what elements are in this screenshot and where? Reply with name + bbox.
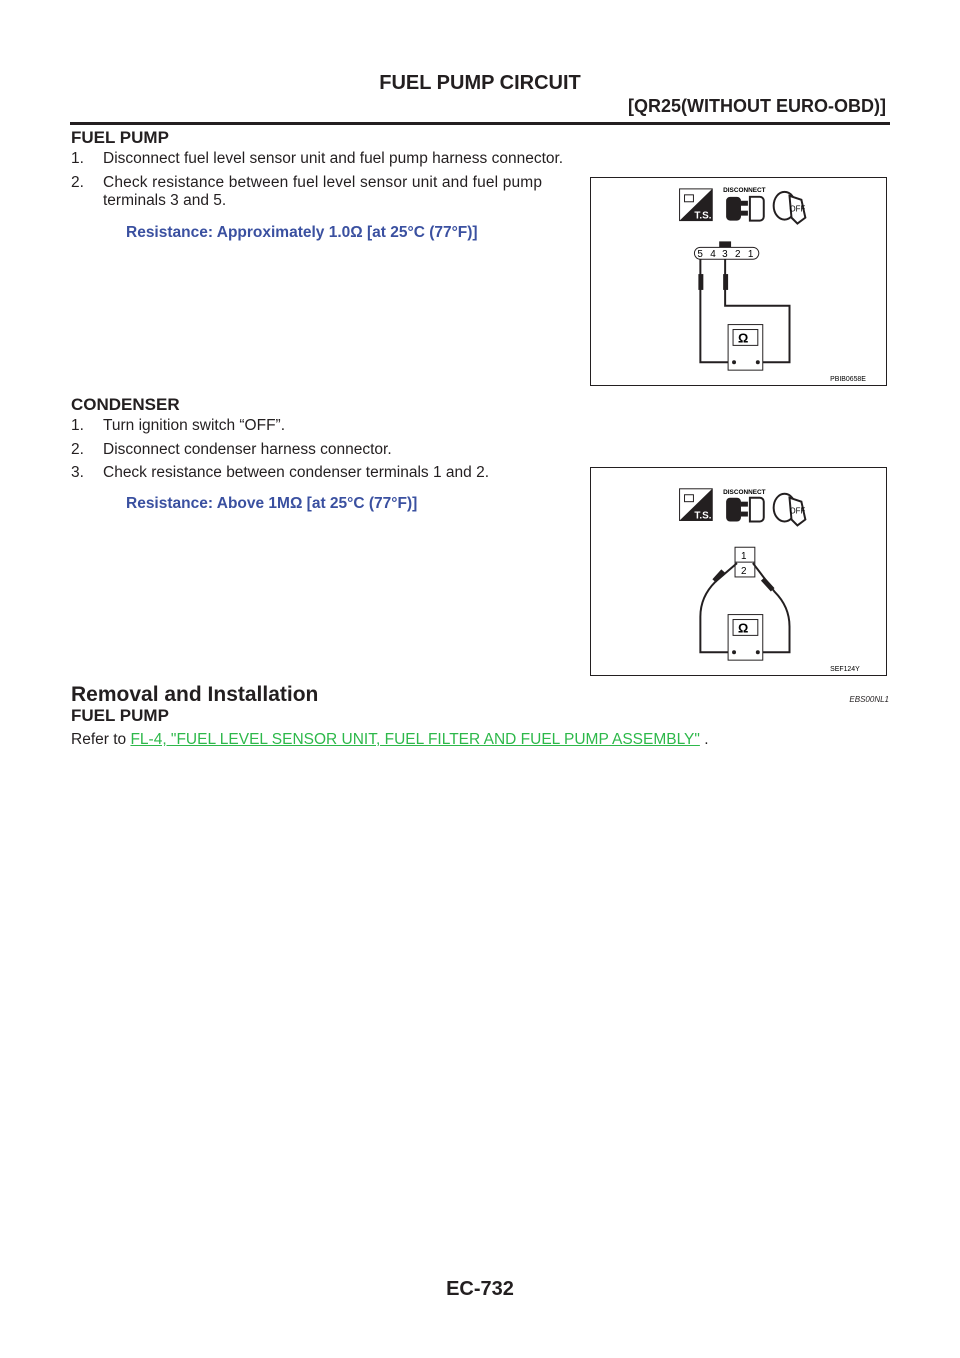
ts-icon <box>680 189 713 222</box>
ohmmeter <box>728 325 763 371</box>
resistance-spec: Resistance: Approximately 1.0Ω [at 25°C (77°F)] <box>126 224 478 241</box>
step-text: Turn ignition switch “OFF”. <box>103 417 286 434</box>
ignition-off-icon <box>774 192 806 224</box>
svg-text:Ω: Ω <box>738 620 749 636</box>
step-num: 2. <box>71 441 84 458</box>
step-text: Check resistance between fuel level sensor unit and fuel pump <box>103 174 543 191</box>
svg-text:1: 1 <box>740 551 747 563</box>
section-code: EBS00NL1 <box>849 695 889 704</box>
svg-text:T.S.: T.S. <box>694 210 712 222</box>
step <box>71 441 392 459</box>
svg-text:OFF: OFF <box>789 506 806 516</box>
figure-condenser <box>590 467 887 676</box>
terminal-connector <box>694 247 758 260</box>
ignition-off-icon <box>774 494 806 526</box>
page-title: FUEL PUMP CIRCUIT <box>379 72 581 94</box>
figure-code: SEF124Y <box>830 666 860 674</box>
step-num: 1. <box>71 417 84 434</box>
terminal-connector <box>735 547 755 577</box>
fuel-pump-heading: FUEL PUMP <box>71 128 169 147</box>
svg-text:OFF: OFF <box>789 204 806 214</box>
svg-text:2: 2 <box>735 249 741 261</box>
ohmmeter <box>728 615 763 661</box>
svg-text:3: 3 <box>722 249 728 261</box>
svg-text:2: 2 <box>740 565 747 577</box>
resistance-spec: Resistance: Above 1MΩ [at 25°C (77°F)] <box>126 495 418 512</box>
connector-icon <box>726 197 764 221</box>
step <box>71 174 542 192</box>
connector-icon <box>726 498 764 522</box>
page-number: EC-732 <box>446 1278 514 1300</box>
svg-text:Ω: Ω <box>738 330 749 346</box>
svg-text:1: 1 <box>747 249 754 261</box>
refer-prefix: Refer to <box>71 731 127 748</box>
page-subtitle: [QR25(WITHOUT EURO-OBD)] <box>628 96 886 116</box>
disconnect-label: DISCONNECT <box>723 488 766 496</box>
step-num: 3. <box>71 464 84 481</box>
condenser-diagram <box>591 468 886 675</box>
step <box>71 150 563 168</box>
fl-4-link[interactable]: FL-4, "FUEL LEVEL SENSOR UNIT, FUEL FILTER AND FUEL PUMP ASSEMBLY" <box>130 731 700 748</box>
refer-text <box>71 731 709 749</box>
step <box>71 417 285 435</box>
step-num: 1. <box>71 150 84 167</box>
removal-heading: Removal and Installation <box>71 683 319 706</box>
step <box>71 464 489 482</box>
header-rule <box>70 122 890 125</box>
figure-fuel-pump <box>590 177 887 386</box>
removal-subheading: FUEL PUMP <box>71 706 169 725</box>
step-num: 2. <box>71 174 84 191</box>
fuel-pump-diagram <box>591 178 886 385</box>
step-text: Disconnect fuel level sensor unit and fuel pump harness connector. <box>103 150 564 167</box>
svg-text:T.S.: T.S. <box>694 510 712 522</box>
step-text-cont: terminals 3 and 5. <box>103 192 227 209</box>
svg-text:5: 5 <box>697 249 703 261</box>
step-text: Check resistance between condenser terminals 1 and 2. <box>103 464 489 481</box>
refer-suffix: . <box>704 731 709 748</box>
ts-icon <box>680 489 713 522</box>
connector-latch <box>719 241 731 247</box>
svg-text:4: 4 <box>710 249 716 261</box>
disconnect-label: DISCONNECT <box>723 186 766 194</box>
condenser-heading: CONDENSER <box>71 395 180 414</box>
step-text: Disconnect condenser harness connector. <box>103 441 392 458</box>
figure-code: PBIB0658E <box>830 376 866 384</box>
